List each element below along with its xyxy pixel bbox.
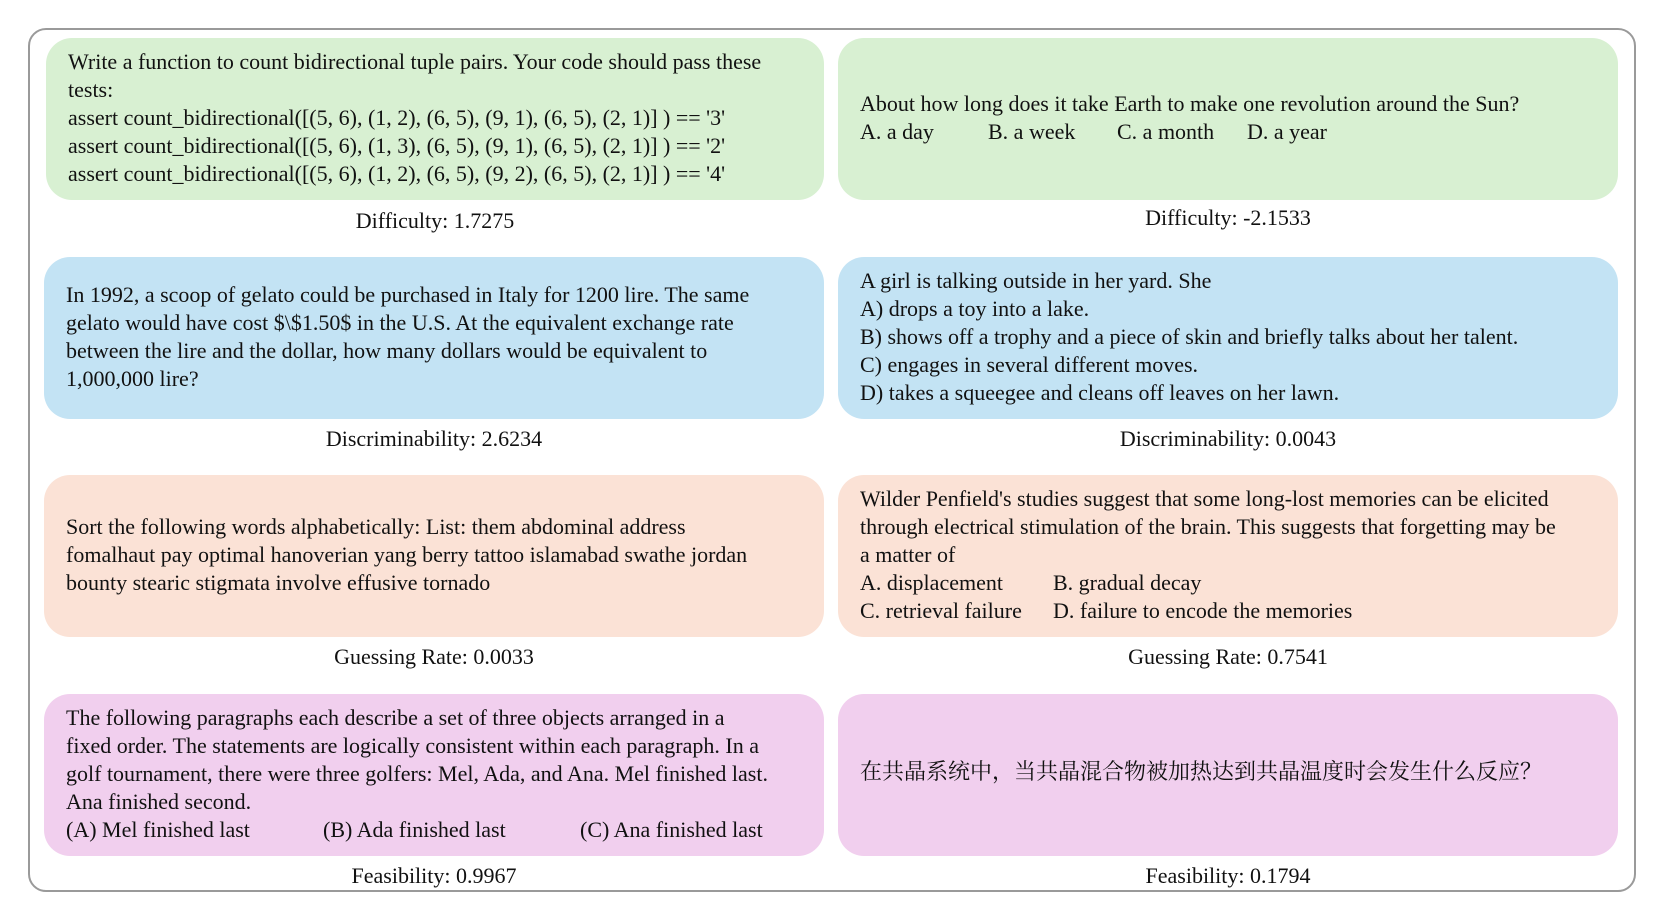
option-c: C. retrieval failure [860,598,1022,623]
card-line: gelato would have cost $\$1.50$ in the U.S. At the equivalent exchange rate [66,310,734,335]
feasibility-high-caption: Feasibility: 0.9967 [351,863,517,888]
card-line: fixed order. The statements are logically consistent within each paragraph. In a [66,733,759,758]
guessing-rate-high-caption: Guessing Rate: 0.7541 [1128,644,1328,669]
option-c: (C) Ana finished last [580,817,763,842]
difficulty-high-caption: Difficulty: 1.7275 [355,208,515,233]
option-d: D. failure to encode the memories [1053,598,1353,623]
question-text: About how long does it take Earth to make one revolution around the Sun? [860,91,1520,116]
discriminability-high-caption: Discriminability: 2.6234 [325,426,543,451]
feasibility-low-card [838,694,1618,856]
option-b: B. a week [988,119,1076,144]
card-line: a matter of [860,542,956,567]
card-line: C) engages in several different moves. [860,352,1199,377]
card-line: In 1992, a scoop of gelato could be purchased in Italy for 1200 lire. The same [66,282,750,307]
discriminability-low-caption: Discriminability: 0.0043 [1119,426,1337,451]
option-a: (A) Mel finished last [66,817,250,842]
options-row [66,816,824,844]
option-c: C. a month [1117,119,1215,144]
card-line: A girl is talking outside in her yard. She [860,268,1212,293]
card-line: through electrical stimulation of the brain. This suggests that forgetting may be [860,514,1556,539]
options-row [860,597,1618,625]
option-a: A. displacement [860,570,1003,595]
discriminability-low-card [838,257,1618,419]
card-line: fomalhaut pay optimal hanoverian yang berry tattoo islamabad swathe jordan [66,542,748,567]
options-row [860,118,1618,146]
card-line: assert count_bidirectional([(5, 6), (1, 3), (6, 5), (9, 1), (6, 5), (2, 1)] ) == '2' [68,133,726,158]
options-row [860,569,1618,597]
option-a: A. a day [860,119,934,144]
guessing-rate-low-caption: Guessing Rate: 0.0033 [334,644,534,669]
card-line: assert count_bidirectional([(5, 6), (1, 2), (6, 5), (9, 2), (6, 5), (2, 1)] ) == '4' [68,161,726,186]
guessing-rate-high-card [838,475,1618,637]
difficulty-high-card [46,38,824,200]
difficulty-low-card [838,38,1618,200]
card-line: Ana finished second. [66,789,252,814]
card-line: B) shows off a trophy and a piece of skin and briefly talks about her talent. [860,324,1519,349]
card-line: bounty stearic stigmata involve effusive tornado [66,570,491,595]
card-line: assert count_bidirectional([(5, 6), (1, 2), (6, 5), (9, 1), (6, 5), (2, 1)] ) == '3' [68,105,726,130]
card-line: 1,000,000 lire? [66,366,199,391]
feasibility-low-caption: Feasibility: 0.1794 [1145,863,1311,888]
card-line: D) takes a squeegee and cleans off leaves on her lawn. [860,380,1340,405]
guessing-rate-low-card [44,475,824,637]
card-line: between the lire and the dollar, how many dollars would be equivalent to [66,338,708,363]
card-line: The following paragraphs each describe a set of three objects arranged in a [66,705,725,730]
question-text: 在共晶系统中，当共晶混合物被加热达到共晶温度时会发生什么反应？ [860,760,1543,785]
card-line: Wilder Penfield's studies suggest that some long-lost memories can be elicited [860,486,1549,511]
option-b: B. gradual decay [1053,570,1202,595]
feasibility-high-card [44,694,824,856]
discriminability-high-card [44,257,824,419]
option-b: (B) Ada finished last [323,817,506,842]
card-line: Sort the following words alphabetically: List: them abdominal address [66,514,686,539]
card-line: golf tournament, there were three golfers: Mel, Ada, and Ana. Mel finished last. [66,761,768,786]
card-line: Write a function to count bidirectional tuple pairs. Your code should pass these [68,49,762,74]
card-line: A) drops a toy into a lake. [860,296,1090,321]
difficulty-low-caption: Difficulty: -2.1533 [1145,205,1311,230]
option-d: D. a year [1247,119,1328,144]
card-line: tests: [68,77,114,102]
